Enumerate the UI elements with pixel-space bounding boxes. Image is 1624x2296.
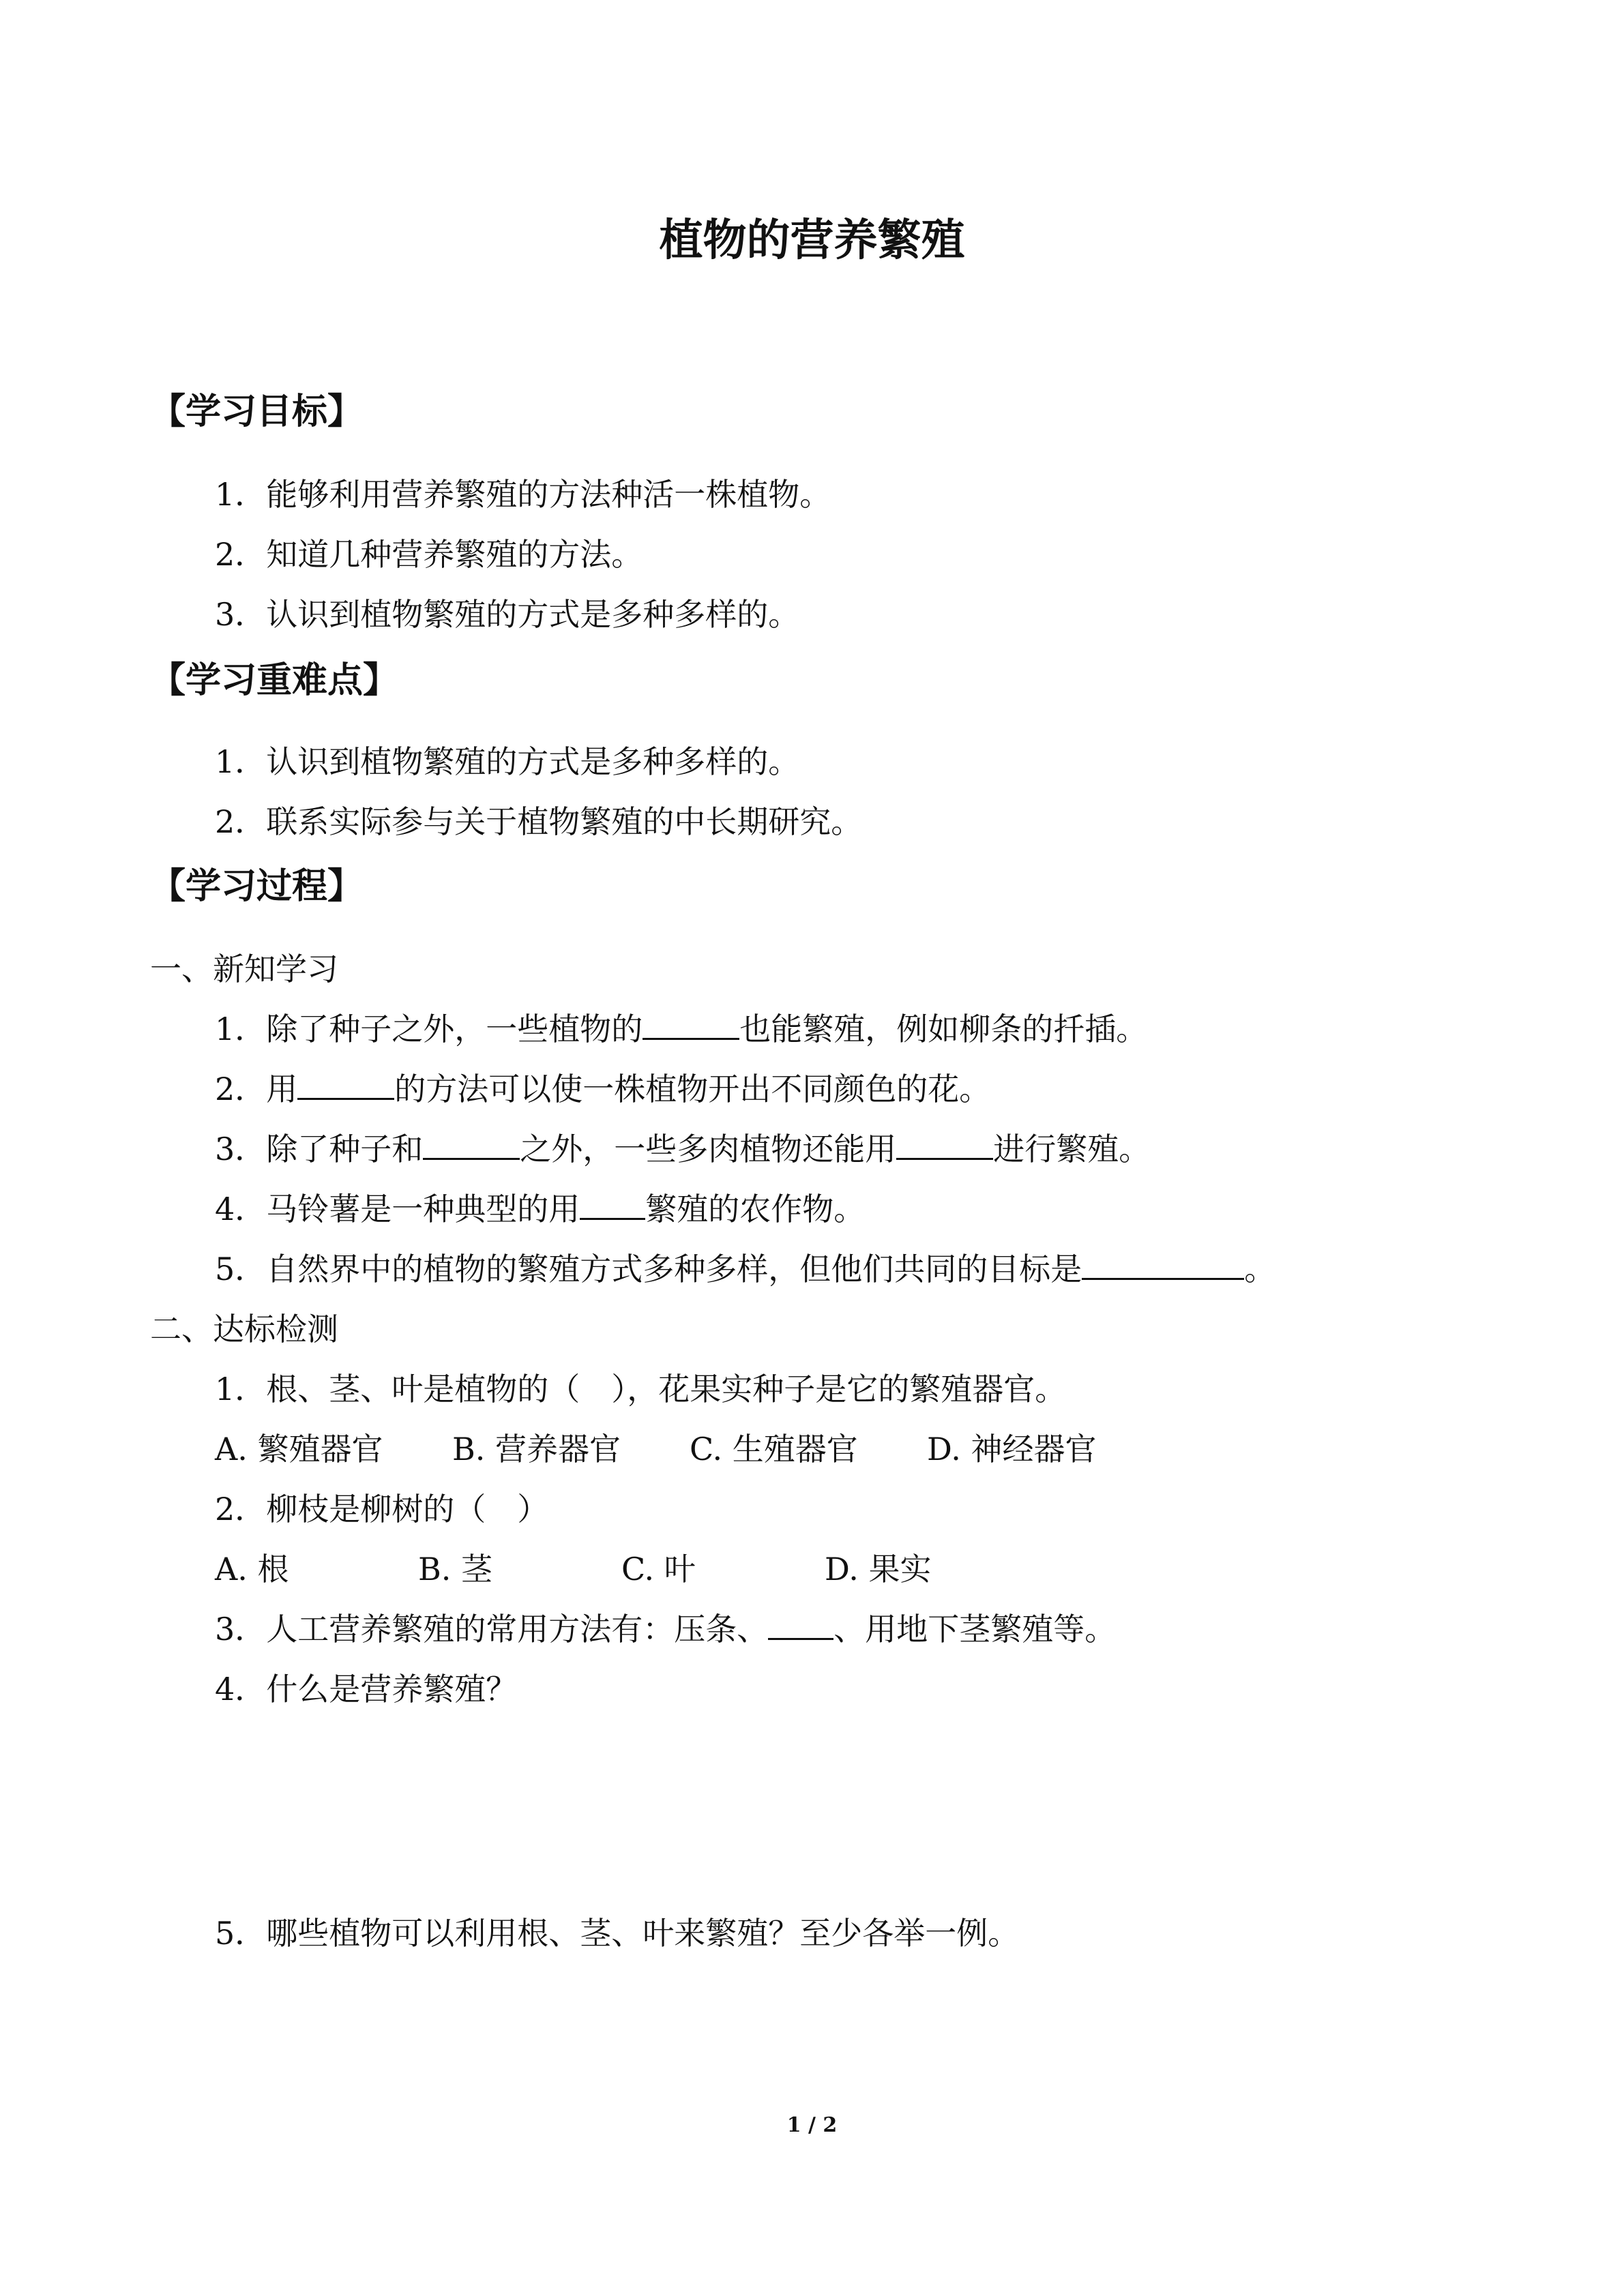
objectives-heading: 【学习目标】	[150, 391, 364, 432]
answer-blank[interactable]	[423, 1127, 520, 1160]
option-a[interactable]: A. 繁殖器官	[215, 1431, 383, 1467]
answer-blank[interactable]	[580, 1187, 645, 1220]
option-b[interactable]: B. 营养器官	[452, 1431, 621, 1467]
option-a[interactable]: A. 根	[215, 1551, 289, 1587]
option-d[interactable]: D. 果实	[825, 1551, 932, 1587]
page-title: 植物的营养繁殖	[659, 215, 965, 266]
choice-question-2: 2．柳枝是柳树的（ ）	[215, 1491, 549, 1527]
answer-area-4[interactable]	[215, 1725, 1443, 1896]
answer-blank[interactable]	[297, 1067, 394, 1100]
option-c[interactable]: C. 叶	[621, 1551, 696, 1587]
fill-question-assess-3: 3．人工营养繁殖的常用方法有：压条、 、用地下茎繁殖等。	[215, 1605, 1116, 1653]
answer-blank[interactable]	[643, 1007, 739, 1040]
option-b[interactable]: B. 茎	[418, 1551, 493, 1587]
open-question-5: 5．哪些植物可以利用根、茎、叶来繁殖？至少各举一例。	[215, 1915, 1020, 1952]
fill-question-3: 3．除了种子和 之外，一些多肉植物还能用 进行繁殖。	[215, 1125, 1150, 1173]
process-heading: 【学习过程】	[150, 866, 364, 907]
objective-item: 2．知道几种营养繁殖的方法。	[215, 536, 643, 573]
section-assessment-title: 二、达标检测	[150, 1311, 338, 1347]
option-c[interactable]: C. 生殖器官	[690, 1431, 858, 1467]
objective-item: 3．认识到植物繁殖的方式是多种多样的。	[215, 596, 800, 633]
answer-blank[interactable]	[1082, 1247, 1244, 1280]
objective-item: 1．能够利用营养繁殖的方法种活一株植物。	[215, 476, 831, 513]
answer-blank[interactable]	[768, 1607, 833, 1640]
keypoints-heading: 【学习重难点】	[150, 660, 399, 701]
fill-question-2: 2．用 的方法可以使一株植物开出不同颜色的花。	[215, 1065, 990, 1113]
open-question-4: 4．什么是营养繁殖？	[215, 1671, 518, 1708]
fill-question-4: 4．马铃薯是一种典型的用 繁殖的农作物。	[215, 1185, 865, 1233]
answer-area-5[interactable]	[215, 1971, 1443, 2093]
answer-blank[interactable]	[896, 1127, 993, 1160]
keypoint-item: 1．认识到植物繁殖的方式是多种多样的。	[215, 743, 800, 780]
fill-question-5: 5．自然界中的植物的繁殖方式多种多样，但他们共同的目标是 。	[215, 1245, 1275, 1293]
keypoint-item: 2．联系实际参与关于植物繁殖的中长期研究。	[215, 803, 863, 840]
fill-question-1: 1．除了种子之外，一些植物的 也能繁殖，例如柳条的扦插。	[215, 1005, 1147, 1053]
section-new-knowledge-title: 一、新知学习	[150, 951, 338, 987]
page-number: 1 / 2	[786, 2113, 838, 2137]
choice-question-1: 1．根、茎、叶是植物的（ ），花果实种子是它的繁殖器官。	[215, 1371, 1067, 1407]
option-d[interactable]: D. 神经器官	[927, 1431, 1097, 1467]
